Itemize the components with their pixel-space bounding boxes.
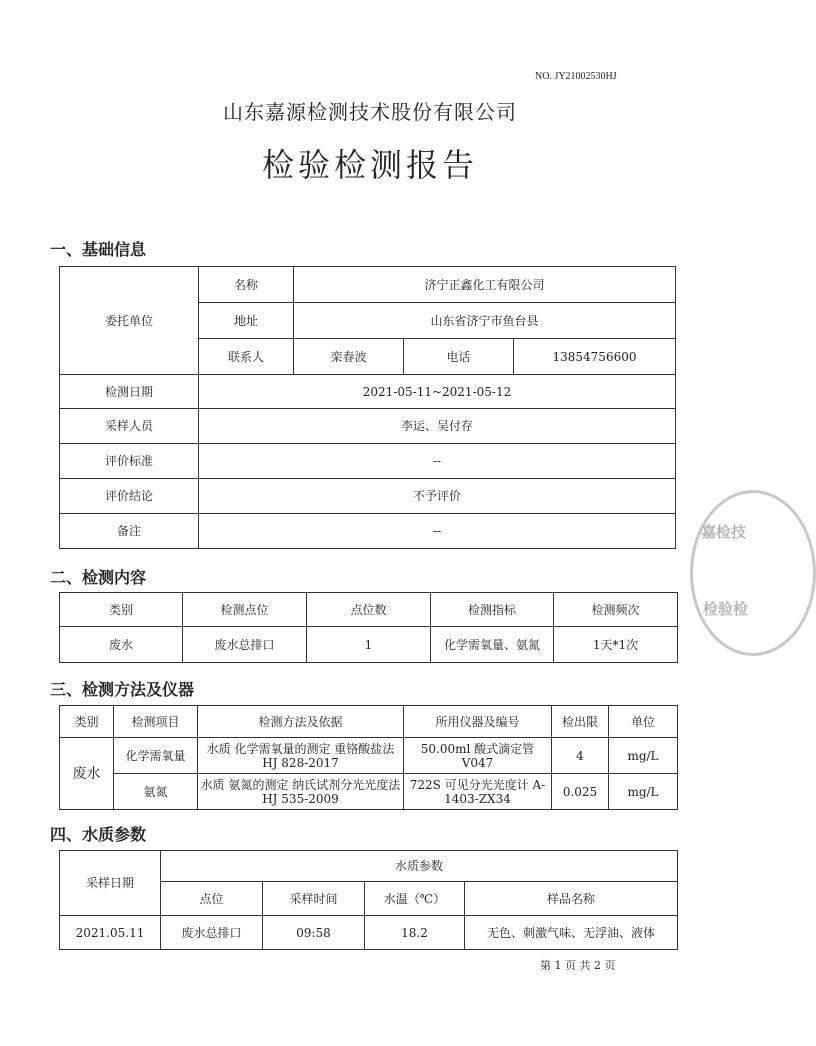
methods-instrument: 50.00ml 酸式滴定管 V047 — [404, 738, 552, 774]
section-content-heading: 二、检测内容 — [50, 568, 147, 587]
methods-header: 检出限 — [552, 706, 609, 738]
report-title: 检验检测报告 — [261, 146, 478, 184]
standard-label: 评价标准 — [60, 444, 199, 479]
content-header: 检测点位 — [183, 593, 307, 627]
water-point: 废水总排口 — [161, 916, 263, 950]
sampler-label: 采样人员 — [60, 409, 199, 444]
client-name-value: 济宁正鑫化工有限公司 — [294, 267, 676, 303]
phone-label: 电话 — [404, 339, 514, 375]
content-header: 类别 — [60, 593, 183, 627]
test-date-value: 2021-05-11~2021-05-12 — [199, 375, 676, 409]
seal-text: 检验检 — [703, 600, 749, 618]
water-group-header: 水质参数 — [161, 851, 678, 882]
content-header: 检测指标 — [431, 593, 554, 627]
methods-method: 水质 化学需氧量的测定 重铬酸盐法 HJ 828-2017 — [198, 738, 404, 774]
client-address-label: 地址 — [199, 303, 294, 339]
methods-category: 废水 — [60, 738, 114, 810]
water-table — [59, 850, 678, 950]
methods-header: 检测方法及依据 — [198, 706, 404, 738]
methods-unit: mg/L — [609, 738, 678, 774]
client-address-value: 山东省济宁市鱼台县 — [294, 303, 676, 339]
methods-item: 化学需氧量 — [114, 738, 198, 774]
basic-info-table — [59, 266, 676, 549]
content-cell: 1天*1次 — [554, 627, 678, 663]
sampler-value: 李运、吴付存 — [199, 409, 676, 444]
methods-limit: 4 — [552, 738, 609, 774]
contact-label: 联系人 — [199, 339, 294, 375]
seal-text: 嘉检技 — [701, 523, 747, 541]
methods-header: 所用仪器及编号 — [404, 706, 552, 738]
standard-value: -- — [199, 444, 676, 479]
contact-value: 栾春波 — [294, 339, 404, 375]
methods-item: 氨氮 — [114, 774, 198, 810]
remark-label: 备注 — [60, 514, 199, 549]
methods-header: 单位 — [609, 706, 678, 738]
section-basic-info-heading: 一、基础信息 — [50, 240, 147, 259]
content-header: 点位数 — [307, 593, 431, 627]
water-temp: 18.2 — [365, 916, 465, 950]
content-cell: 废水总排口 — [183, 627, 307, 663]
client-label: 委托单位 — [60, 267, 199, 375]
content-cell: 废水 — [60, 627, 183, 663]
conclusion-value: 不予评价 — [199, 479, 676, 514]
methods-instrument: 722S 可见分光光度计 A-1403-ZX34 — [404, 774, 552, 810]
water-date-header: 采样日期 — [60, 851, 161, 916]
client-name-label: 名称 — [199, 267, 294, 303]
content-cell: 1 — [307, 627, 431, 663]
methods-unit: mg/L — [609, 774, 678, 810]
section-water-heading: 四、水质参数 — [50, 825, 147, 844]
water-header: 采样时间 — [263, 882, 365, 916]
methods-table — [59, 705, 678, 810]
report-number: NO. JY21002530HJ — [535, 71, 617, 82]
water-sample-name: 无色、刺激气味、无浮油、液体 — [465, 916, 678, 950]
company-name: 山东嘉源检测技术股份有限公司 — [223, 100, 517, 124]
page-number: 第 1 页 共 2 页 — [540, 959, 616, 972]
water-header: 点位 — [161, 882, 263, 916]
conclusion-label: 评价结论 — [60, 479, 199, 514]
content-cell: 化学需氧量、氨氮 — [431, 627, 554, 663]
test-date-label: 检测日期 — [60, 375, 199, 409]
methods-method: 水质 氨氮的测定 纳氏试剂分光光度法 HJ 535-2009 — [198, 774, 404, 810]
company-seal — [690, 490, 816, 656]
water-header: 水温（℃） — [365, 882, 465, 916]
methods-header: 检测项目 — [114, 706, 198, 738]
section-methods-heading: 三、检测方法及仪器 — [50, 680, 195, 699]
phone-value: 13854756600 — [514, 339, 676, 375]
methods-limit: 0.025 — [552, 774, 609, 810]
content-table — [59, 592, 678, 663]
water-header: 样品名称 — [465, 882, 678, 916]
water-date: 2021.05.11 — [60, 916, 161, 950]
remark-value: -- — [199, 514, 676, 549]
water-time: 09:58 — [263, 916, 365, 950]
methods-header: 类别 — [60, 706, 114, 738]
content-header: 检测频次 — [554, 593, 678, 627]
